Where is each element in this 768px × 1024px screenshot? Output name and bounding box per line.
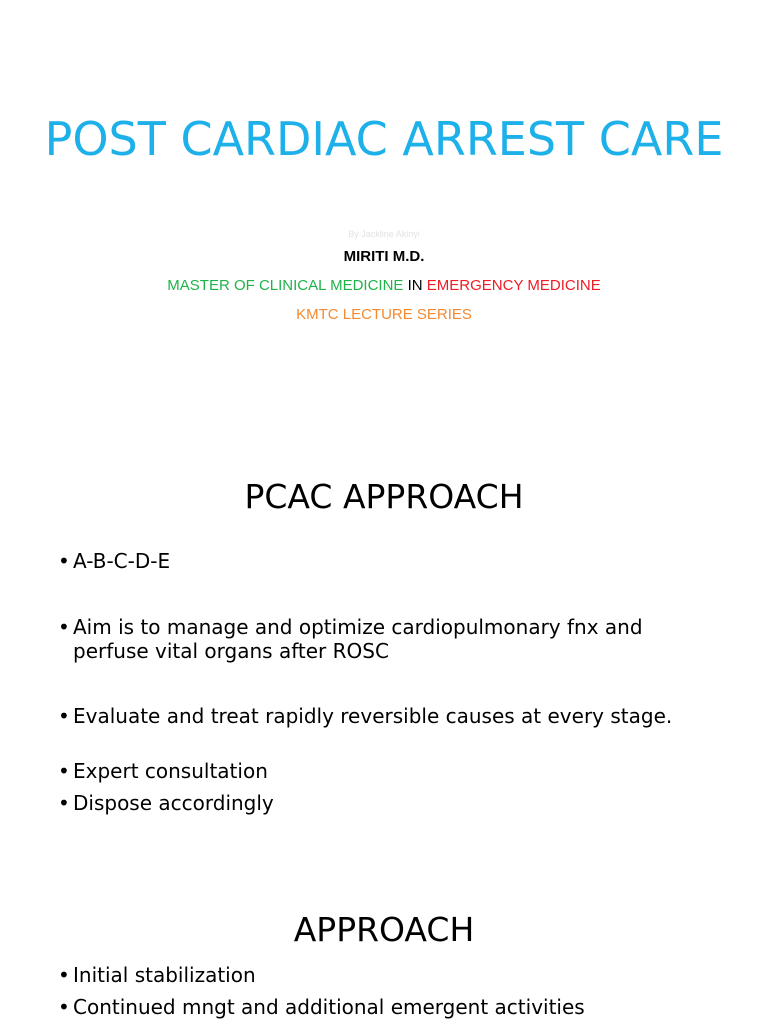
slide-title xyxy=(0,0,768,384)
bullet-marker: • xyxy=(58,995,70,1019)
slide-heading: APPROACH xyxy=(293,910,475,949)
slide-approach xyxy=(0,896,768,1024)
bullet-item xyxy=(58,995,698,1019)
bullet-marker: • xyxy=(58,549,70,573)
presentation-title: POST CARDIAC ARREST CARE xyxy=(44,112,724,166)
degree-connector: IN xyxy=(403,277,427,294)
bullet-text: A-B-C-D-E xyxy=(73,549,171,573)
bullet-text: Continued mngt and additional emergent activities xyxy=(73,995,585,1019)
watermark-text: By Jackline Akinyi xyxy=(348,229,420,239)
bullet-text: Dispose accordingly xyxy=(73,791,274,815)
bullet-marker: • xyxy=(58,791,70,815)
bullet-marker: • xyxy=(58,963,70,987)
author-name: MIRITI M.D. xyxy=(343,248,425,265)
bullet-text: Initial stabilization xyxy=(73,963,256,987)
degree-program: MASTER OF CLINICAL MEDICINE xyxy=(167,277,404,294)
bullet-text: Aim is to manage and optimize cardiopulmonary fnx and perfuse vital organs after ROSC xyxy=(73,615,643,663)
author-degree xyxy=(0,277,768,294)
slide-heading: PCAC APPROACH xyxy=(244,477,524,516)
bullet-text: Expert consultation xyxy=(73,759,268,783)
degree-specialty: EMERGENCY MEDICINE xyxy=(426,277,601,294)
bullet-marker: • xyxy=(58,615,70,639)
slide-pcac-approach xyxy=(0,450,768,870)
bullet-item xyxy=(58,549,698,573)
bullet-marker: • xyxy=(58,759,70,783)
bullet-text: Evaluate and treat rapidly reversible causes at every stage. xyxy=(73,704,673,728)
bullet-item xyxy=(58,791,698,815)
bullet-item xyxy=(58,759,698,783)
lecture-series: KMTC LECTURE SERIES xyxy=(296,306,472,323)
bullet-item xyxy=(58,615,698,663)
bullet-item xyxy=(58,704,698,728)
bullet-marker: • xyxy=(58,704,70,728)
bullet-item xyxy=(58,963,698,987)
